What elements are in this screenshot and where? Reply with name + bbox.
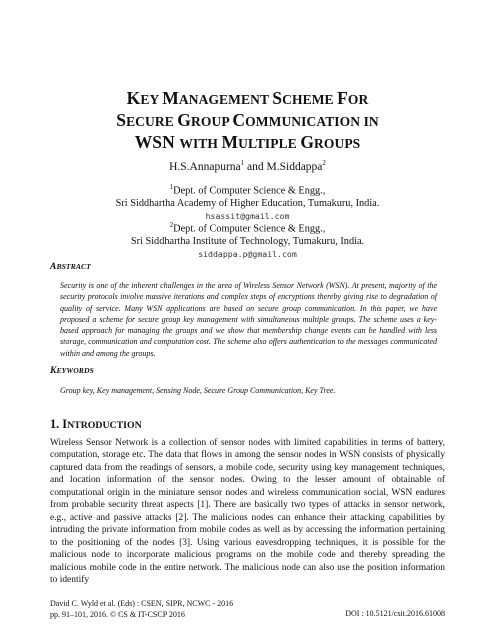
affiliation-dept	[40, 181, 455, 197]
title-text: S	[272, 88, 283, 108]
affiliation-email: siddappa.p@gmail.com	[198, 249, 297, 260]
title-line-2	[40, 110, 455, 132]
keywords-body: Group key, Key management, Sensing Node, Secure Group Communication, Key Tree.	[60, 386, 336, 395]
title-text: G	[300, 132, 315, 152]
introduction-body: Wireless Sensor Network is a collection of sensor nodes with limited capabilities in terms of battery, computation, storage etc. The data that flows in among the sensor nodes in WSN consists of physically captured data from the readings of sensors, a mobile code, security using key management techniques, and location information of the sensor nodes. Owing to the lesser amount of obtainable of computational origin in the miniature sensor nodes and wireless communication social, WSN endures from probable security threat aspects [1]. There are basically two types of attacks in sensor network, e.g., active and passive attacks [2]. The malicious nodes can enhance their attacking capabilities by intruding the private information from mobile codes as well as by accessing the information pertaining to the positioning of the nodes [3]. Using various eavesdropping techniques, it is possible for the malicious node to incorporate malicious programs on the mobile code and thereby spreading the malicious mobile code in the entire network. The malicious node can also use the position information to identify	[50, 438, 445, 585]
title-text: WITH	[179, 136, 222, 151]
title-text: C	[232, 110, 246, 130]
author-conjunction: and	[244, 160, 267, 173]
title-text: CHEME	[282, 92, 338, 107]
author-line	[40, 159, 455, 173]
footer-pages: pp. 91–101, 2016. © CS & IT-CSCP 2016	[50, 610, 185, 619]
title-text: OMMUNICATION IN	[245, 114, 379, 129]
title-text: ECURE	[126, 114, 178, 129]
abstract-heading-rest: BSTRACT	[56, 262, 91, 271]
abstract-heading-initial: A	[50, 262, 57, 272]
affiliation-superscript: 2	[169, 221, 174, 229]
title-text: G	[177, 110, 192, 130]
title-text: M	[221, 132, 239, 152]
title-text: K	[126, 88, 141, 108]
title-text: EY	[140, 92, 163, 107]
author-superscript: 2	[322, 159, 326, 167]
title-line-3	[40, 132, 455, 154]
footer-editors: David C. Wyld et al. (Eds) : CSEN, SIPR, NCWC - 2016	[50, 599, 234, 608]
keywords-heading	[50, 366, 94, 376]
title-text: ROUP	[191, 114, 233, 129]
title-text: OR	[347, 92, 369, 107]
author-name: H.S.Annapurna	[169, 160, 241, 173]
affiliation-dept-text: Dept. of Computer Science & Engg.,	[173, 185, 326, 197]
section-title-rest: NTRODUCTION	[67, 420, 142, 431]
affiliation-email: hsassit@gmail.com	[205, 211, 290, 222]
author-superscript: 1	[240, 159, 245, 167]
title-text: ANAGEMENT	[178, 92, 273, 107]
title-line-1	[40, 88, 455, 110]
paper-title	[40, 88, 455, 154]
title-text: WSN	[134, 132, 180, 152]
affiliation-1	[40, 181, 455, 223]
author-name: M.Siddappa	[266, 160, 323, 173]
footer-doi: DOI : 10.5121/csit.2016.61008	[345, 609, 445, 618]
footer-citation	[50, 598, 233, 620]
title-text: M	[162, 88, 179, 108]
title-text: ULTIPLE	[238, 136, 301, 151]
section-number: 1. I	[50, 417, 68, 431]
title-text: ROUPS	[314, 136, 361, 151]
title-text: F	[337, 88, 348, 108]
abstract-body: Security is one of the inherent challenges in the area of Wireless Sensor Network (WSN). At present, majority of the security protocols involve massive iterations and complex steps of encryptions thereby giving rise to degradation of quality of service. Many WSN applications are based on secure group communication. In this paper, we have proposed a scheme for secure group key management with simultaneous multiple groups. The scheme uses a key-based approach for managing the groups and we show that membership change events can be handled with less storage, communication and computation cost. The scheme also offers authentication to the messages communicated within and among the groups.	[60, 281, 437, 358]
affiliation-dept	[40, 219, 455, 235]
title-text: S	[116, 110, 127, 130]
affiliation-superscript: 1	[169, 183, 174, 191]
affiliation-dept-text: Dept. of Computer Science & Engg.,	[173, 223, 326, 235]
keywords-heading-initial: K	[50, 366, 57, 376]
affiliation-institute: Sri Siddhartha Academy of Higher Education, Tumakuru, India.	[115, 198, 380, 210]
abstract-heading	[50, 262, 91, 272]
affiliation-2	[40, 219, 455, 261]
section-heading-introduction	[50, 417, 142, 432]
keywords-heading-rest: EYWORDS	[56, 366, 94, 375]
affiliation-institute: Sri Siddhartha Institute of Technology, Tumakuru, India.	[130, 236, 365, 248]
